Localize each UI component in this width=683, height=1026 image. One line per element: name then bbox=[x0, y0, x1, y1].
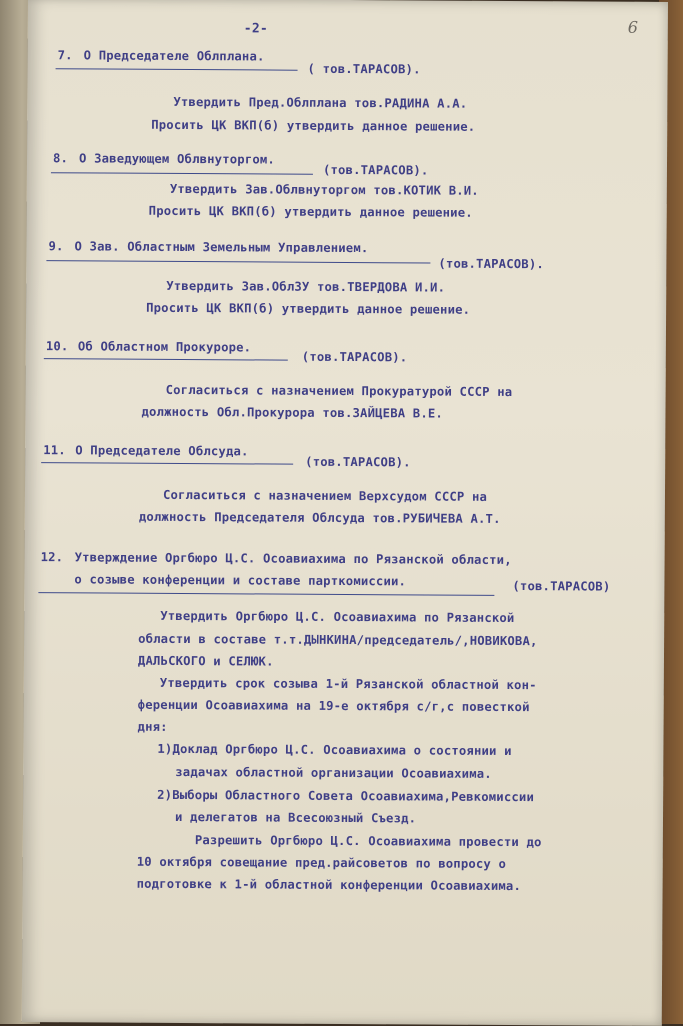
item-12-decision-line: 10 октября совещание пред.райсоветов по вопросу о bbox=[136, 854, 507, 871]
item-12-decision-line: Утвердить Оргбюро Ц.С. Осоавиахима по Рязанской bbox=[160, 608, 515, 626]
item-10-number: 10. bbox=[45, 339, 69, 354]
item-8-decision-line: Просить ЦК ВКП(б) утвердить данное решение. bbox=[148, 203, 473, 220]
item-12-decision-line: и делегатов на Всесоюзный Съезд. bbox=[174, 809, 417, 826]
item-12-decision-line: 1)Доклад Оргбюро Ц.С. Осоавиахима о состоянии и bbox=[157, 741, 512, 759]
item-8-underline bbox=[51, 172, 313, 175]
item-9-speaker: (тов.ТАРАСОВ). bbox=[438, 256, 544, 272]
item-9-title: О Зав. Областным Земельным Управлением. bbox=[74, 239, 369, 256]
item-7-number: 7. bbox=[57, 48, 73, 63]
item-12-decision-line: ференции Осоавиахима на 19-е октября с/г,с повесткой bbox=[137, 697, 530, 715]
item-10-underline bbox=[44, 358, 288, 360]
item-10-decision-line: Согласиться с назначением Прокуратурой СССР на bbox=[165, 382, 513, 400]
pencil-page-number: 6 bbox=[627, 17, 639, 37]
item-11-decision-line: должность Председателя Облсуда тов.РУБИЧЕВА А.Т. bbox=[138, 509, 501, 526]
item-12-underline bbox=[38, 592, 494, 596]
item-7-decision-line: Утвердить Пред.Облплана тов.РАДИНА А.А. bbox=[173, 94, 468, 111]
item-12-decision-line: задачах областной организации Осоавиахима. bbox=[175, 764, 492, 781]
item-7-underline bbox=[56, 68, 298, 70]
item-12-title-line1: Утверждение Оргбюро Ц.С. Осоавиахима по Рязанской области, bbox=[74, 550, 512, 568]
item-12-decision-line: подготовке к 1-й областной конференции Осоавиахима. bbox=[136, 876, 522, 894]
item-10-speaker: (тов.ТАРАСОВ). bbox=[301, 349, 408, 365]
item-12-decision-line: Утвердить срок созыва 1-й Рязанской областной кон- bbox=[159, 675, 537, 693]
item-9-underline bbox=[46, 260, 430, 263]
item-8-number: 8. bbox=[52, 151, 69, 166]
item-12-speaker: (тов.ТАРАСОВ) bbox=[512, 579, 611, 594]
item-7-title: О Председателе Облплана. bbox=[83, 48, 265, 64]
page-number: -2- bbox=[243, 21, 268, 37]
item-10-decision-line: должность Обл.Прокурора тов.ЗАЙЦЕВА В.Е. bbox=[141, 404, 444, 421]
item-10-title: Об Областном Прокуроре. bbox=[77, 339, 252, 355]
item-8-decision-line: Утвердить Зав.Облвнуторгом тов.КОТИК В.И. bbox=[169, 181, 479, 198]
item-11-number: 11. bbox=[43, 443, 66, 458]
item-8-title: О Заведующем Облвнуторгом. bbox=[78, 151, 276, 167]
item-9-decision-line: Просить ЦК ВКП(б) утвердить данное решение. bbox=[146, 300, 471, 317]
item-12-title-line2: о созыве конференции и составе парткомиссии. bbox=[74, 572, 407, 589]
item-9-decision-line: Утвердить Зав.ОблЗУ тов.ТВЕРДОВА И.И. bbox=[166, 278, 446, 295]
item-11-speaker: (тов.ТАРАСОВ). bbox=[305, 454, 411, 470]
item-12-decision-line: 2)Выборы Областного Совета Осоавиахима,Ревкомиссии bbox=[157, 787, 535, 805]
item-12-decision-line: области в составе т.т.ДЫНКИНА/председатель/,НОВИКОВА, bbox=[138, 631, 538, 649]
item-12-decision-line: ДАЛЬСКОГО и СЕЛЮК. bbox=[137, 653, 274, 669]
document-page bbox=[22, 0, 668, 1026]
item-12-decision-line: дня: bbox=[137, 719, 168, 734]
item-8-speaker: (тов.ТАРАСОВ). bbox=[322, 162, 429, 178]
item-12-decision-line: Разрешить Оргбюро Ц.С. Осоавиахима провести до bbox=[194, 833, 542, 850]
item-11-title: О Председателе Облсуда. bbox=[75, 443, 249, 459]
item-11-decision-line: Согласиться с назначением Верхсудом СССР на bbox=[162, 487, 488, 504]
item-7-decision-line: Просить ЦК ВКП(б) утвердить данное решение. bbox=[151, 117, 476, 134]
item-9-number: 9. bbox=[48, 239, 64, 254]
item-11-underline bbox=[41, 462, 293, 465]
item-7-speaker: ( тов.ТАРАСОВ). bbox=[307, 61, 421, 77]
item-12-number: 12. bbox=[40, 550, 64, 565]
